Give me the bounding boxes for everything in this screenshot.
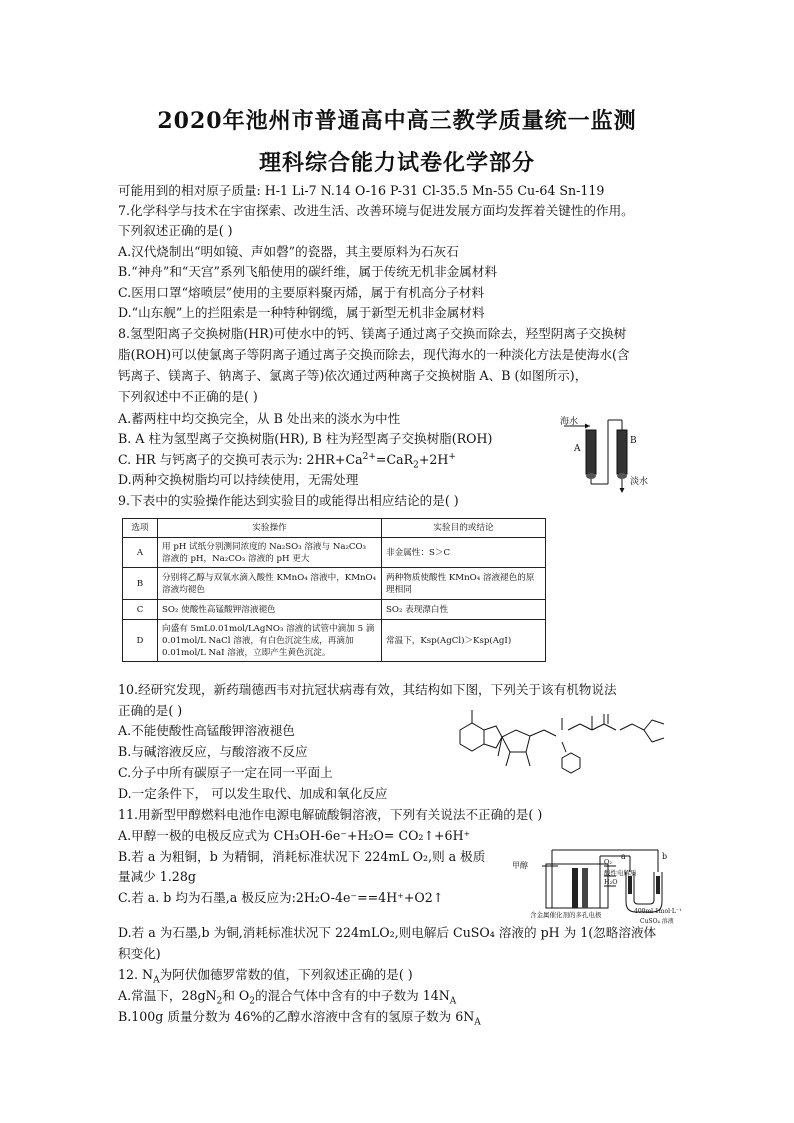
- q10-option-c: C.分子中所有碳原子一定在同一平面上: [118, 765, 333, 780]
- q11-option-b-line2: 量减少 1.28g: [118, 869, 196, 884]
- column-b-label: B: [630, 436, 637, 446]
- methanol-label: 甲醇: [512, 861, 528, 870]
- q8-option-a: A.蓄两柱中均交换完全，从 B 处出来的淡水为中性: [118, 411, 401, 426]
- q7-option-d: D.“山东舰”上的拦阻索是一种特种钢缆，属于新型无机非金属材料: [118, 305, 485, 320]
- row-operation: 用 pH 试纸分别测同浓度的 Na₂SO₃ 溶液与 Na₂CO₃ 溶液的 pH，Na₂CO₃ 溶液的 pH 更大: [158, 538, 382, 568]
- q9-stem: 9.下表中的实验操作能达到实验目的或能得出相应结论的是( ): [118, 493, 459, 508]
- exam-subtitle: 理科综合能力试卷化学部分: [258, 150, 535, 176]
- q8-option-c: C. HR 与钙离子的交换可表示为: $2HR+Ca^{2+}=CaR_2+2H^+$: [118, 451, 456, 471]
- q11-option-d-line1: D.若 a 为石墨,b 为铜,消耗标准状况下 224mLO₂,则电解后 CuSO₄ 溶液的 pH 为 1(忽略溶液体: [118, 925, 657, 940]
- q8-option-b: B. A 柱为氢型离子交换树脂(HR), B 柱为羟型离子交换树脂(ROH): [118, 431, 493, 446]
- q11-option-c: C.若 a. b 均为石墨,a 极反应为:2H₂O-4e⁻==4H⁺+O2↑: [118, 890, 444, 905]
- atomic-masses-line: 可能用到的相对原子质量: H-1 Li-7 N.14 O-16 P-31 Cl-35.5 Mn-55 Cu-64 Sn-119: [118, 183, 605, 198]
- table-header-option: 选项: [123, 519, 158, 538]
- cuso4-solution-label: CuSO₄ 溶液: [640, 918, 674, 925]
- q10-option-a: A.不能使酸性高锰酸钾溶液褪色: [118, 723, 295, 738]
- row-conclusion: SO₂ 表现漂白性: [382, 600, 546, 620]
- seawater-label: 海水: [560, 417, 579, 427]
- q7-option-b: B.“神舟”和“天宫”系列飞船使用的碳纤维，属于传统无机非金属材料: [118, 264, 498, 279]
- row-conclusion: 常温下，Ksp(AgCl)＞Ksp(AgI): [382, 620, 546, 662]
- q8-stem-line3: 钙离子、镁离子、钠离子、氯离子等)依次通过两种离子交换树脂 A、B (如图所示)，: [118, 368, 588, 383]
- q11-stem: 11.用新型甲醇燃料电池作电源电解硫酸铜溶液，下列有关说法不正确的是( ): [118, 807, 543, 822]
- electrolyte-label: 酸性电解质: [604, 869, 637, 877]
- exam-title: 2020年池州市普通高中高三教学质量统一监测: [157, 108, 637, 134]
- q7-stem-line2: 下列叙述正确的是( ): [118, 223, 233, 238]
- table-header-conclusion: 实验目的或结论: [382, 519, 546, 538]
- table-header-row: [123, 519, 546, 538]
- row-option: C: [123, 600, 158, 620]
- q8-stem-line1: 8.氢型阳离子交换树脂(HR)可使水中的钙、镁离子通过离子交换而除去，羟型阴离子交换树: [118, 326, 627, 341]
- q10-stem-line2: 正确的是( ): [118, 703, 183, 718]
- q12-option-b: B.100g 质量分数为 46%的乙醇水溶液中含有的氢原子数为 $6N_A$: [118, 1009, 481, 1028]
- row-conclusion: 两种物质使酸性 KMnO₄ 溶液褪色的原理相同: [382, 568, 546, 600]
- q8-option-d: D.两种交换树脂均可以持续使用，无需处理: [118, 472, 359, 487]
- q11-option-a: A.甲醇一极的电极反应式为 CH₃OH-6e⁻+H₂O= CO₂↑+6H⁺: [118, 828, 471, 843]
- h2o-label: H₂O: [604, 878, 618, 886]
- q8-stem-line2: 脂(ROH)可以使氯离子等阴离子通过离子交换而除去，现代海水的一种淡化方法是使海水(含: [118, 347, 630, 362]
- q12-option-a: A.常温下，$28gN_2$和 $O_2$的混合气体中含有的中子数为 $14N_A$: [118, 988, 457, 1007]
- porous-electrode-label: 含金属催化剂的多孔电极: [530, 911, 602, 919]
- table-header-operation: 实验操作: [158, 519, 382, 538]
- row-operation: 向盛有 5mL0.01mol/LAgNO₃ 溶液的试管中滴加 5 滴 0.01mol/L NaCl 溶液，有白色沉淀生成，再滴加 0.01mol/L NaI 溶液，立即产生黄色沉淀。: [158, 620, 382, 662]
- column-a-label: A: [574, 444, 581, 454]
- row-conclusion: 非金属性：S＞C: [382, 538, 546, 568]
- electrode-a-label: a: [621, 852, 626, 861]
- q7-stem-line1: 7.化学科学与技术在宇宙探索、改进生活、改善环境与促进发展方面均发挥着关键性的作用。: [118, 203, 634, 218]
- row-option: A: [123, 538, 158, 568]
- q8-stem-line4: 下列叙述中不正确的是( ): [118, 389, 258, 404]
- row-operation: 分别将乙醇与双氧水滴入酸性 KMnO₄ 溶液中，KMnO₄ 溶液均褪色: [158, 568, 382, 600]
- table-row: [123, 568, 546, 600]
- q9-table: [122, 518, 546, 662]
- remdesivir-structure: [440, 690, 670, 790]
- o2-label: O₂: [604, 858, 612, 866]
- remdesivir-structure-drawing: [440, 690, 670, 790]
- electrode-b-label: b: [662, 852, 668, 861]
- row-option: D: [123, 620, 158, 662]
- q10-option-b: B.与碱溶液反应，与酸溶液不反应: [118, 744, 308, 759]
- fresh-water-label: 淡水: [630, 477, 649, 487]
- row-operation: SO₂ 使酸性高锰酸钾溶液褪色: [158, 600, 382, 620]
- q11-option-d-line2: 积变化): [118, 946, 161, 961]
- fuel-cell-electrolysis-figure: [512, 846, 692, 924]
- q12-stem: 12. $N_A$为阿伏伽德罗常数的值，下列叙述正确的是( ): [118, 967, 413, 986]
- table-row: [123, 600, 546, 620]
- cuso4-volume-label: 400ml 1mol·L⁻¹: [634, 908, 682, 915]
- q7-option-c: C.医用口罩“熔喷层”使用的主要原料聚丙烯，属于有机高分子材料: [118, 285, 485, 300]
- q10-option-d: D.一定条件下， 可以发生取代、加成和氧化反应: [118, 786, 388, 801]
- q11-option-b-line1: B.若 a 为粗铜，b 为精铜，消耗标准状况下 224mL O₂,则 a 极质: [118, 849, 486, 864]
- row-option: B: [123, 568, 158, 600]
- q10-stem-line1: 10.经研究发现，新药瑞德西韦对抗冠状病毒有效，其结构如下图，下列关于该有机物说法: [118, 682, 617, 697]
- q7-option-a: A.汉代烧制出“明如镜、声如磬”的瓷器，其主要原料为石灰石: [118, 244, 459, 259]
- ion-exchange-figure: [560, 414, 670, 494]
- table-row: [123, 620, 546, 662]
- table-row: [123, 538, 546, 568]
